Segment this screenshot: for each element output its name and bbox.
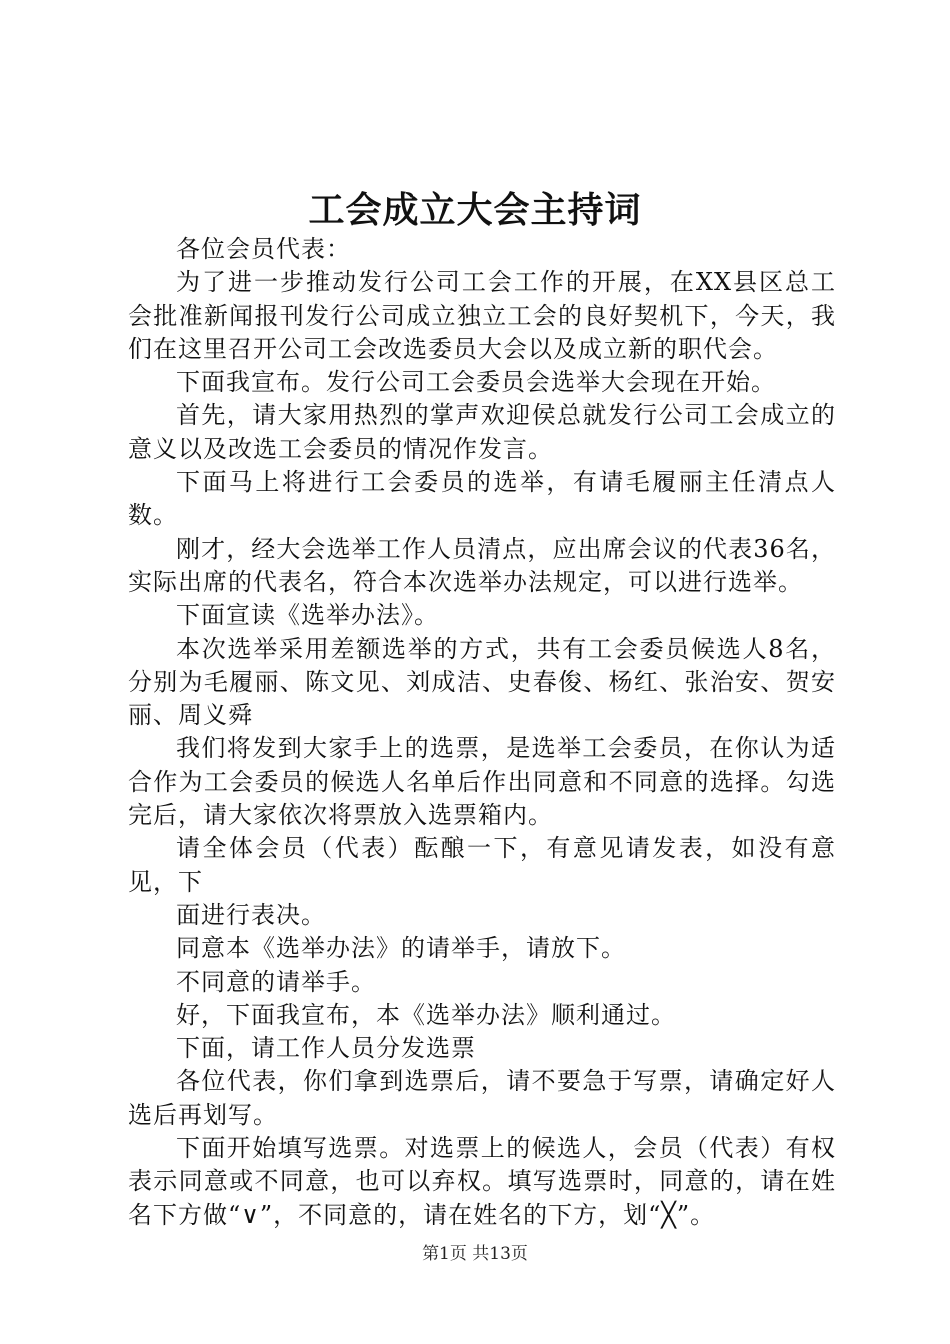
paragraph: 刚才，经大会选举工作人员清点，应出席会议的代表36名，实际出席的代表名，符合本次选举办法规定，可以进行选举。 (128, 534, 836, 596)
paragraph: 同意本《选举办法》的请举手，请放下。 (176, 934, 626, 963)
paragraph: 下面马上将进行工会委员的选举，有请毛履丽主任清点人数。 (128, 468, 836, 530)
paragraph: 下面宣读《选举办法》。 (176, 601, 439, 630)
paragraph: 我们将发到大家手上的选票，是选举工会委员，在你认为适合作为工会委员的候选人名单后作出同意和不同意的选择。勾选完后，请大家依次将票放入选票箱内。 (128, 734, 836, 830)
paragraph: 各位会员代表： (176, 235, 351, 263)
paragraph: 各位代表，你们拿到选票后，请不要急于写票，请确定好人选后再划写。 (128, 1067, 836, 1129)
paragraph: 下面我宣布。发行公司工会委员会选举大会现在开始。 (176, 368, 776, 397)
paragraph: 下面开始填写选票。对选票上的候选人，会员（代表）有权表示同意或不同意，也可以弃权。填写选票时，同意的，请在姓名下方做“∨”，不同意的，请在姓名的下方，划“╳”。 (128, 1134, 836, 1229)
document-body (128, 233, 836, 1232)
paragraph: 下面，请工作人员分发选票 (176, 1034, 476, 1063)
paragraph: 为了进一步推动发行公司工会工作的开展，在XX县区总工会批准新闻报刊发行公司成立独立工会的良好契机下，今天，我们在这里召开公司工会改选委员大会以及成立新的职代会。 (128, 268, 836, 363)
document-title: 工会成立大会主持词 (308, 189, 642, 231)
paragraph: 不同意的请举手。 (176, 967, 376, 996)
paragraph: 好，下面我宣布，本《选举办法》顺利通过。 (176, 1000, 676, 1029)
paragraph: 面进行表决。 (176, 900, 326, 929)
paragraph: 本次选举采用差额选举的方式，共有工会委员候选人8名，分别为毛履丽、陈文见、刘成洁、史春俊、杨红、张治安、贺安丽、周义舜 (128, 634, 836, 730)
paragraph: 请全体会员（代表）酝酿一下，有意见请发表，如没有意见，下 (128, 834, 836, 896)
paragraph: 首先，请大家用热烈的掌声欢迎侯总就发行公司工会成立的意义以及改选工会委员的情况作发言。 (128, 401, 836, 463)
page-footer: 第1页 共13页 (422, 1244, 528, 1264)
